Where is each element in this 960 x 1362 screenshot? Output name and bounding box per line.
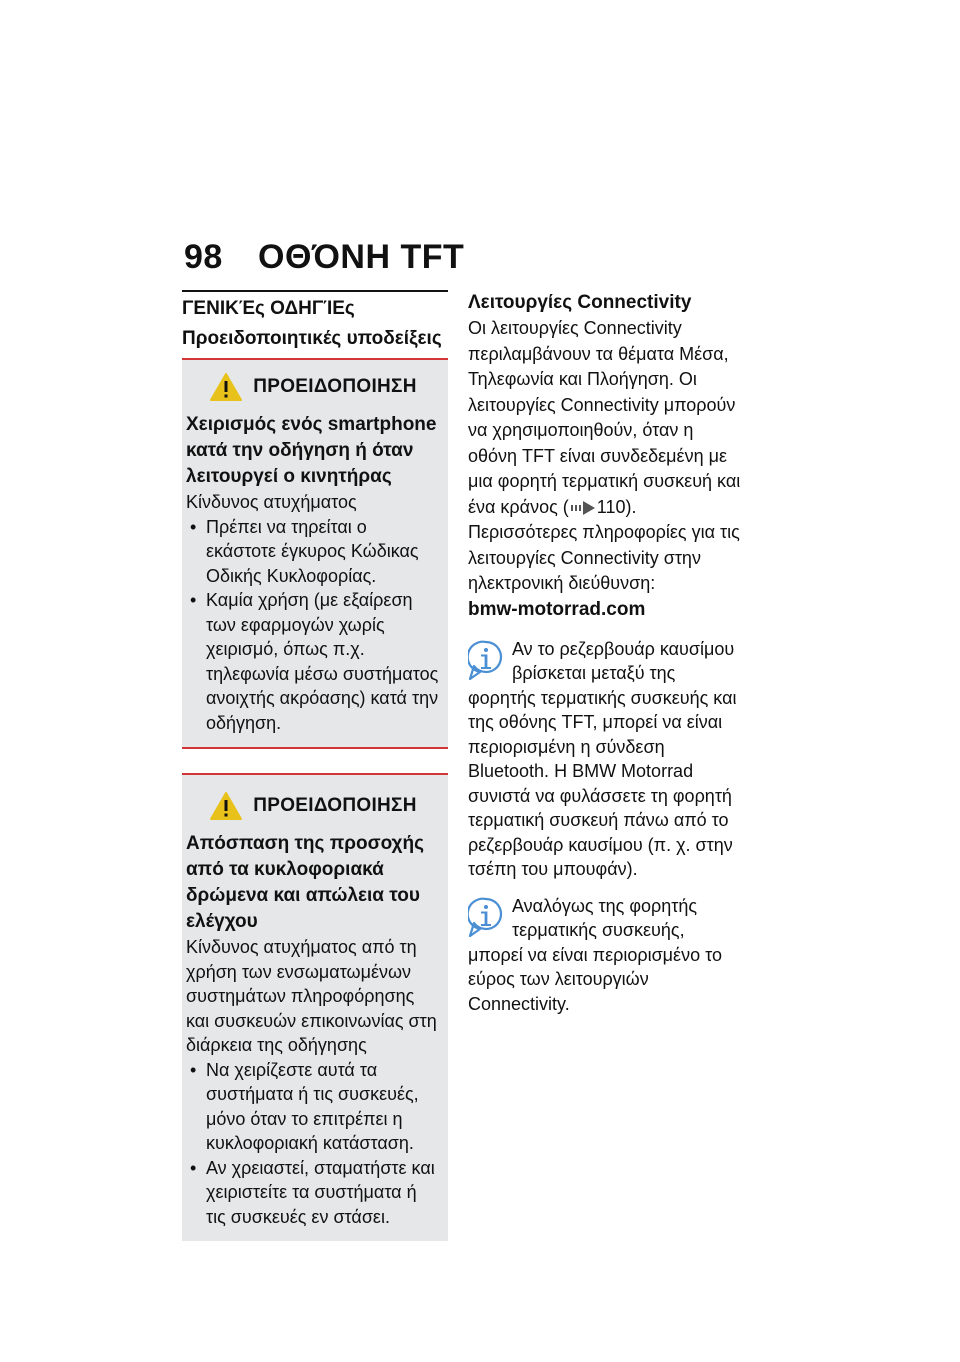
info-note-functions bbox=[468, 894, 742, 1017]
section-title: ΓΕΝΙΚΈς ΟΔΗΓΊΕς bbox=[182, 298, 355, 319]
connectivity-title: Λειτουργίες Connectivity bbox=[468, 292, 692, 313]
warning-box-smartphone bbox=[182, 360, 448, 747]
spacer bbox=[182, 749, 448, 773]
warning-bullets bbox=[186, 515, 440, 736]
paragraph-text: ). Περισσότερες πληροφορίες για τις λειτουργίες Connectivity στην ηλεκτρονική διεύθυνση: bbox=[468, 496, 740, 593]
list-item: • Να χειρίζεστε αυτά τα συστήματα ή τις συσκευές, μόνο όταν το επιτρέπει η κυκλοφοριακή κατάσταση. bbox=[186, 1058, 440, 1156]
warning-triangle-icon bbox=[209, 791, 243, 821]
warning-label: ΠΡΟΕΙΔΟΠΟΙΗΣΗ bbox=[253, 795, 417, 816]
warning-triangle-icon bbox=[209, 372, 243, 402]
right-column bbox=[468, 290, 742, 1028]
warning-header bbox=[186, 791, 440, 821]
warning-title: Απόσπαση της προσοχής από τα κυκλοφοριακά δρώμενα και απώλεια του ελέγχου bbox=[186, 833, 424, 932]
page-header bbox=[184, 238, 464, 277]
section-rule bbox=[182, 290, 448, 292]
left-column bbox=[182, 290, 448, 1241]
warning-risk: Κίνδυνος ατυχήματος από τη χρήση των ενσωματωμένων συστημάτων πληροφόρησης και συσκευών επικοινωνίας στη διάρκεια της οδήγησης bbox=[186, 937, 437, 1055]
page-title: ΟΘΌΝΗ TFT bbox=[258, 238, 465, 276]
list-item: • Πρέπει να τηρείται ο εκάστοτε έγκυρος Κώδικας Οδικής Κυκλοφορίας. bbox=[186, 515, 440, 589]
warning-title: Χειρισμός ενός smartphone κατά την οδήγηση ή όταν λειτουργεί ο κινητήρας bbox=[186, 414, 437, 487]
paragraph-text: Οι λειτουργίες Connectivity περιλαμβάνουν τα θέματα Μέσα, Τηλεφωνία και Πλοήγηση. Οι λειτουργίες Connectivity μπορούν να χρησιμοποιηθούν, όταν η οθόνη TFT είναι συνδεδεμένη με μια φορητή τερματική συσκευή και ένα κράνος ( bbox=[468, 318, 741, 517]
info-icon bbox=[468, 896, 504, 938]
sub-title: Προειδοποιητικές υποδείξεις bbox=[182, 328, 442, 349]
warning-header bbox=[186, 372, 440, 402]
info-note-bluetooth bbox=[468, 637, 742, 882]
list-item: • Αν χρειαστεί, σταματήστε και χειριστείτε τα συστήματα ή τις συσκευές εν στάσει. bbox=[186, 1156, 440, 1230]
page-number: 98 bbox=[184, 238, 223, 276]
connectivity-paragraph bbox=[468, 316, 742, 597]
website-link[interactable]: bmw-motorrad.com bbox=[468, 598, 646, 620]
page-reference: 110 bbox=[596, 496, 626, 517]
warning-label: ΠΡΟΕΙΔΟΠΟΙΗΣΗ bbox=[253, 376, 417, 397]
warning-box-distraction bbox=[182, 775, 448, 1241]
page-reference-arrow-icon bbox=[571, 501, 595, 515]
warning-bullets bbox=[186, 1058, 440, 1230]
list-item: • Καμία χρήση (με εξαίρεση των εφαρμογών χωρίς χειρισμό, όπως π.χ. τηλεφωνία μέσω συστήματος ανοιχτής ακρόασης) κατά την οδήγηση. bbox=[186, 588, 440, 735]
info-text: Αν το ρεζερβουάρ καυσίμου βρίσκεται μεταξύ της φορητής τερματικής συσκευής και της οθόνης TFT, μπορεί να είναι περιορισμένη η σύνδεση Bluetooth. Η BMW Motorrad συνιστά να φυλάσσετε τη φορητή τερματική συσκευή πάνω από το ρεζερβουάρ καυσίμου (π. χ. στην τσέπη του μπουφάν). bbox=[468, 638, 737, 879]
warning-risk: Κίνδυνος ατυχήματος bbox=[186, 492, 357, 512]
info-text: Αναλόγως της φορητής τερματικής συσκευής, μπορεί να είναι περιορισμένο το εύρος των λειτουργιών Connectivity. bbox=[468, 895, 722, 1014]
info-icon bbox=[468, 639, 504, 681]
